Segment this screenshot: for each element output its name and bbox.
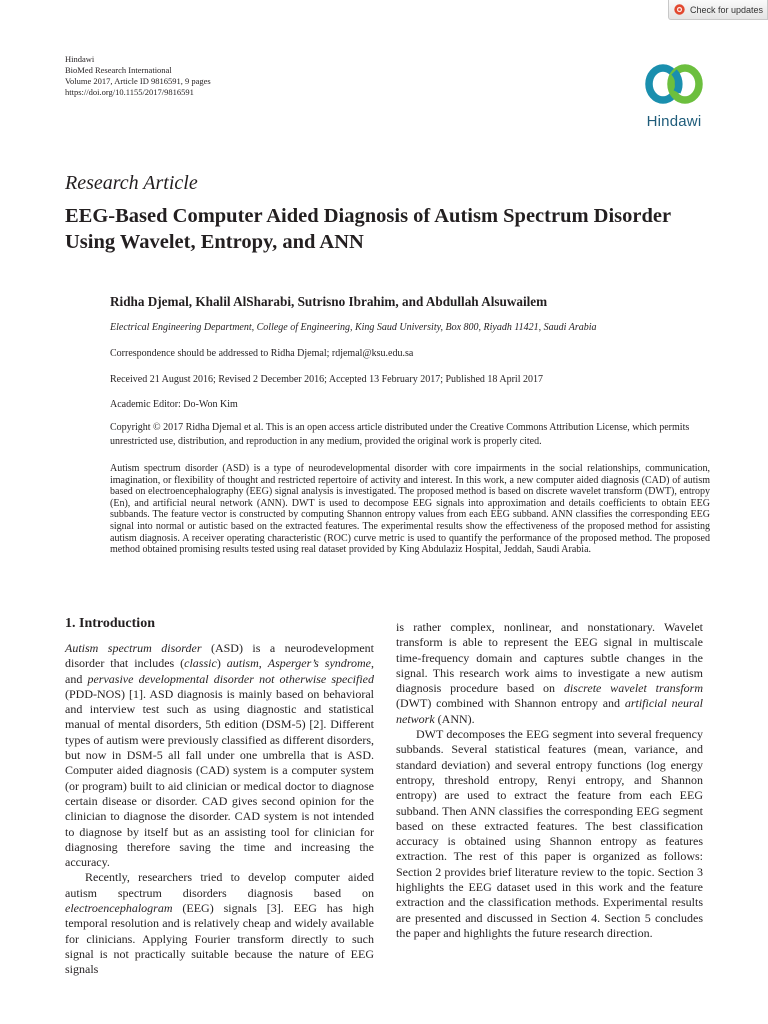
intro-paragraph-1: Autism spectrum disorder (ASD) is a neurodevelopment disorder that includes (classic) autism, Asperger’s syndrome, and pervasive developmental disorder not otherwise specified (PDD-NOS) [1]. ASD diagnosis is mainly based on behavioral and interview test such as using diagnostic and statistical manual of mental disorders, 5th edition (DSM-5) [2]. Different types of autism were previously classified as different disorders, but now in DSM-5 all fall under one umbrella that is ASD. Computer aided diagnosis (CAD) system is a computer system (or program) built to aid clinician or medical doctor to diagnose certain disease or disorder. CAD gives second opinion for the clinician to diagnose the disorder. CAD system is not intended to diagnose by itself but as an assisting tool for clinician for diagnosing therefore saving the time and increasing the accuracy. (65, 641, 375, 870)
check-updates-icon (674, 4, 685, 15)
article-type: Research Article (65, 172, 198, 194)
doi-link[interactable]: https://doi.org/10.1155/2017/9816591 (65, 87, 194, 97)
journal-name: BioMed Research International (65, 65, 172, 75)
right-column (396, 620, 703, 941)
authors: Ridha Djemal, Khalil AlSharabi, Sutrisno Ibrahim, and Abdullah Alsuwailem (110, 294, 548, 309)
license-statement: Copyright © 2017 Ridha Djemal et al. This is an open access article distributed under the Creative Commons Attribution License, which permits unrestricted use, distribution, and reproduction in any medium, provided the original work is properly cited. (110, 422, 690, 447)
check-updates-label: Check for updates (690, 4, 764, 15)
volume-info: Volume 2017, Article ID 9816591, 9 pages (65, 76, 211, 86)
section-heading-introduction: 1. Introduction (65, 616, 155, 631)
hindawi-wordmark: Hindawi (646, 113, 702, 130)
publisher-name: Hindawi (65, 54, 95, 64)
paper-title: EEG-Based Computer Aided Diagnosis of Autism Spectrum Disorder Using Wavelet, Entropy, and ANN (65, 205, 671, 253)
check-for-updates-button[interactable] (668, 0, 768, 20)
left-column (65, 616, 374, 978)
affiliation: Electrical Engineering Department, College of Engineering, King Saud University, Box 800, Riyadh 11421, Saudi Arabia (110, 322, 597, 333)
abstract: Autism spectrum disorder (ASD) is a type of neurodevelopmental disorder with core impairments in the social relationships, communication, imagination, or flexibility of thought and restricted repertoire of activity and interest. In this work, a new computer aided diagnosis (CAD) of autism based on electroencephalography (EEG) signal analysis is investigated. The proposed method is based on discrete wavelet transform (DWT), entropy (En), and artificial neural network (ANN). DWT is used to decompose EEG signals into approximation and details coefficients to obtain EEG subbands. The feature vector is constructed by computing Shannon entropy values from each EEG subband. ANN classifies the corresponding EEG signal into normal or autistic based on the extracted features. The experimental results show the effectiveness of the proposed method for assisting autism diagnosis. A receiver operating characteristic (ROC) curve metric is used to quantify the performance of the proposed method. The proposed method obtained promising results tested using real dataset provided by King Abdulaziz Hospital, Jeddah, Saudi Arabia. (110, 463, 710, 556)
academic-editor: Academic Editor: Do-Won Kim (110, 399, 238, 410)
intro-paragraph-4: DWT decomposes the EEG segment into several frequency subbands. Several statistical features (mean, variance, and standard deviation) and several entropy functions (log energy entropy, threshold entropy, Renyi entropy, and Shannon entropy) are used to extract the feature from each EEG subband. Then ANN classifies the corresponding EEG segment based on these extracted features. The best classification accuracy is obtained using Shannon entropy as features extraction. The rest of this paper is organized as follows: Section 2 provides brief literature review to the topic. Section 3 highlights the EEG dataset used in this work and the feature extraction and the classification methods. Experimental results are presented and discussed in Section 4. Section 5 concludes the paper and highlights the future research direction. (396, 727, 703, 940)
hindawi-rings-icon (639, 58, 709, 110)
publication-dates: Received 21 August 2016; Revised 2 December 2016; Accepted 13 February 2017; Published 18 April 2017 (110, 374, 543, 385)
intro-paragraph-3: is rather complex, nonlinear, and nonstationary. Wavelet transform is able to represent the EEG signal in multiscale time-frequency domain and captures subtle changes in the signal. This research work aims to investigate a new autism diagnosis procedure based on discrete wavelet transform (DWT) combined with Shannon entropy and artificial neural network (ANN). (396, 620, 703, 726)
correspondence: Correspondence should be addressed to Ridha Djemal; rdjemal@ksu.edu.sa (110, 348, 414, 359)
journal-meta (65, 54, 211, 98)
intro-paragraph-2: Recently, researchers tried to develop computer aided autism spectrum disorders diagnosis based on electroencephalogram (EEG) signals [3]. EEG has high temporal resolution and is relatively cheap and widely available for clinicians. Applying Fourier transform directly to such signal is not practically suitable because the nature of EEG signals (65, 870, 374, 977)
